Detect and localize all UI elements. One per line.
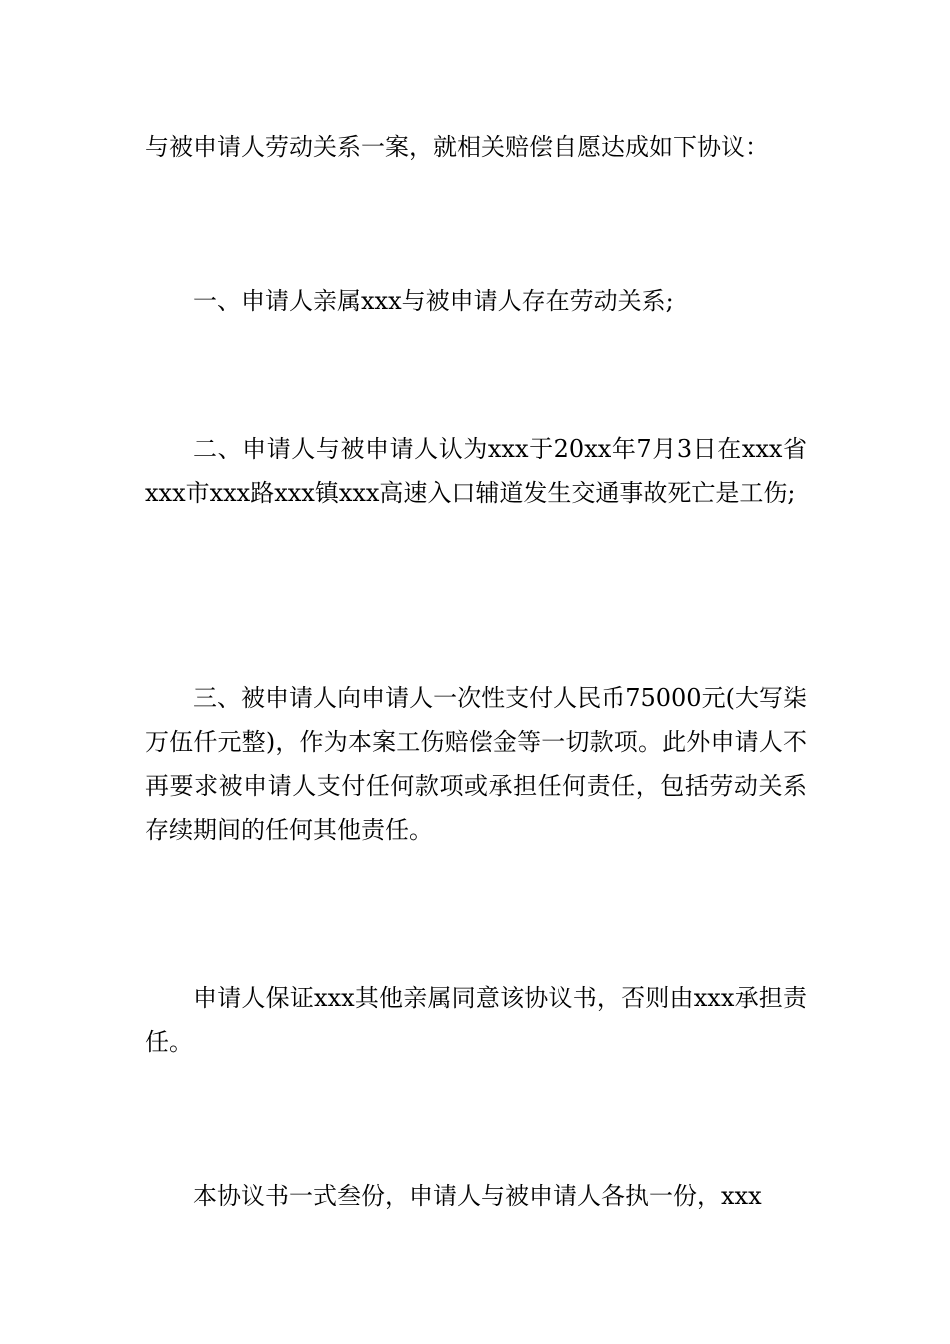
copies-paragraph: 本协议书一式叁份，申请人与被申请人各执一份，xxx	[193, 1182, 762, 1210]
guarantee-paragraph: 申请人保证xxx其他亲属同意该协议书，否则由xxx承担责任。	[145, 984, 807, 1056]
clause-three: 三、被申请人向申请人一次性支付人民币75000元(大写柒万伍仟元整)，作为本案工伤赔偿金等一切款项。此外申请人不再要求被申请人支付任何款项或承担任何责任，包括劳动关系存续期间的任何其他责任。	[145, 684, 807, 844]
clause-two: 二、申请人与被申请人认为xxx于20xx年7月3日在xxx省xxx市xxx路xxx镇xxx高速入口辅道发生交通事故死亡是工伤;	[145, 435, 807, 507]
intro-paragraph: 与被申请人劳动关系一案，就相关赔偿自愿达成如下协议：	[145, 133, 769, 161]
clause-one: 一、申请人亲属xxx与被申请人存在劳动关系;	[193, 287, 674, 315]
